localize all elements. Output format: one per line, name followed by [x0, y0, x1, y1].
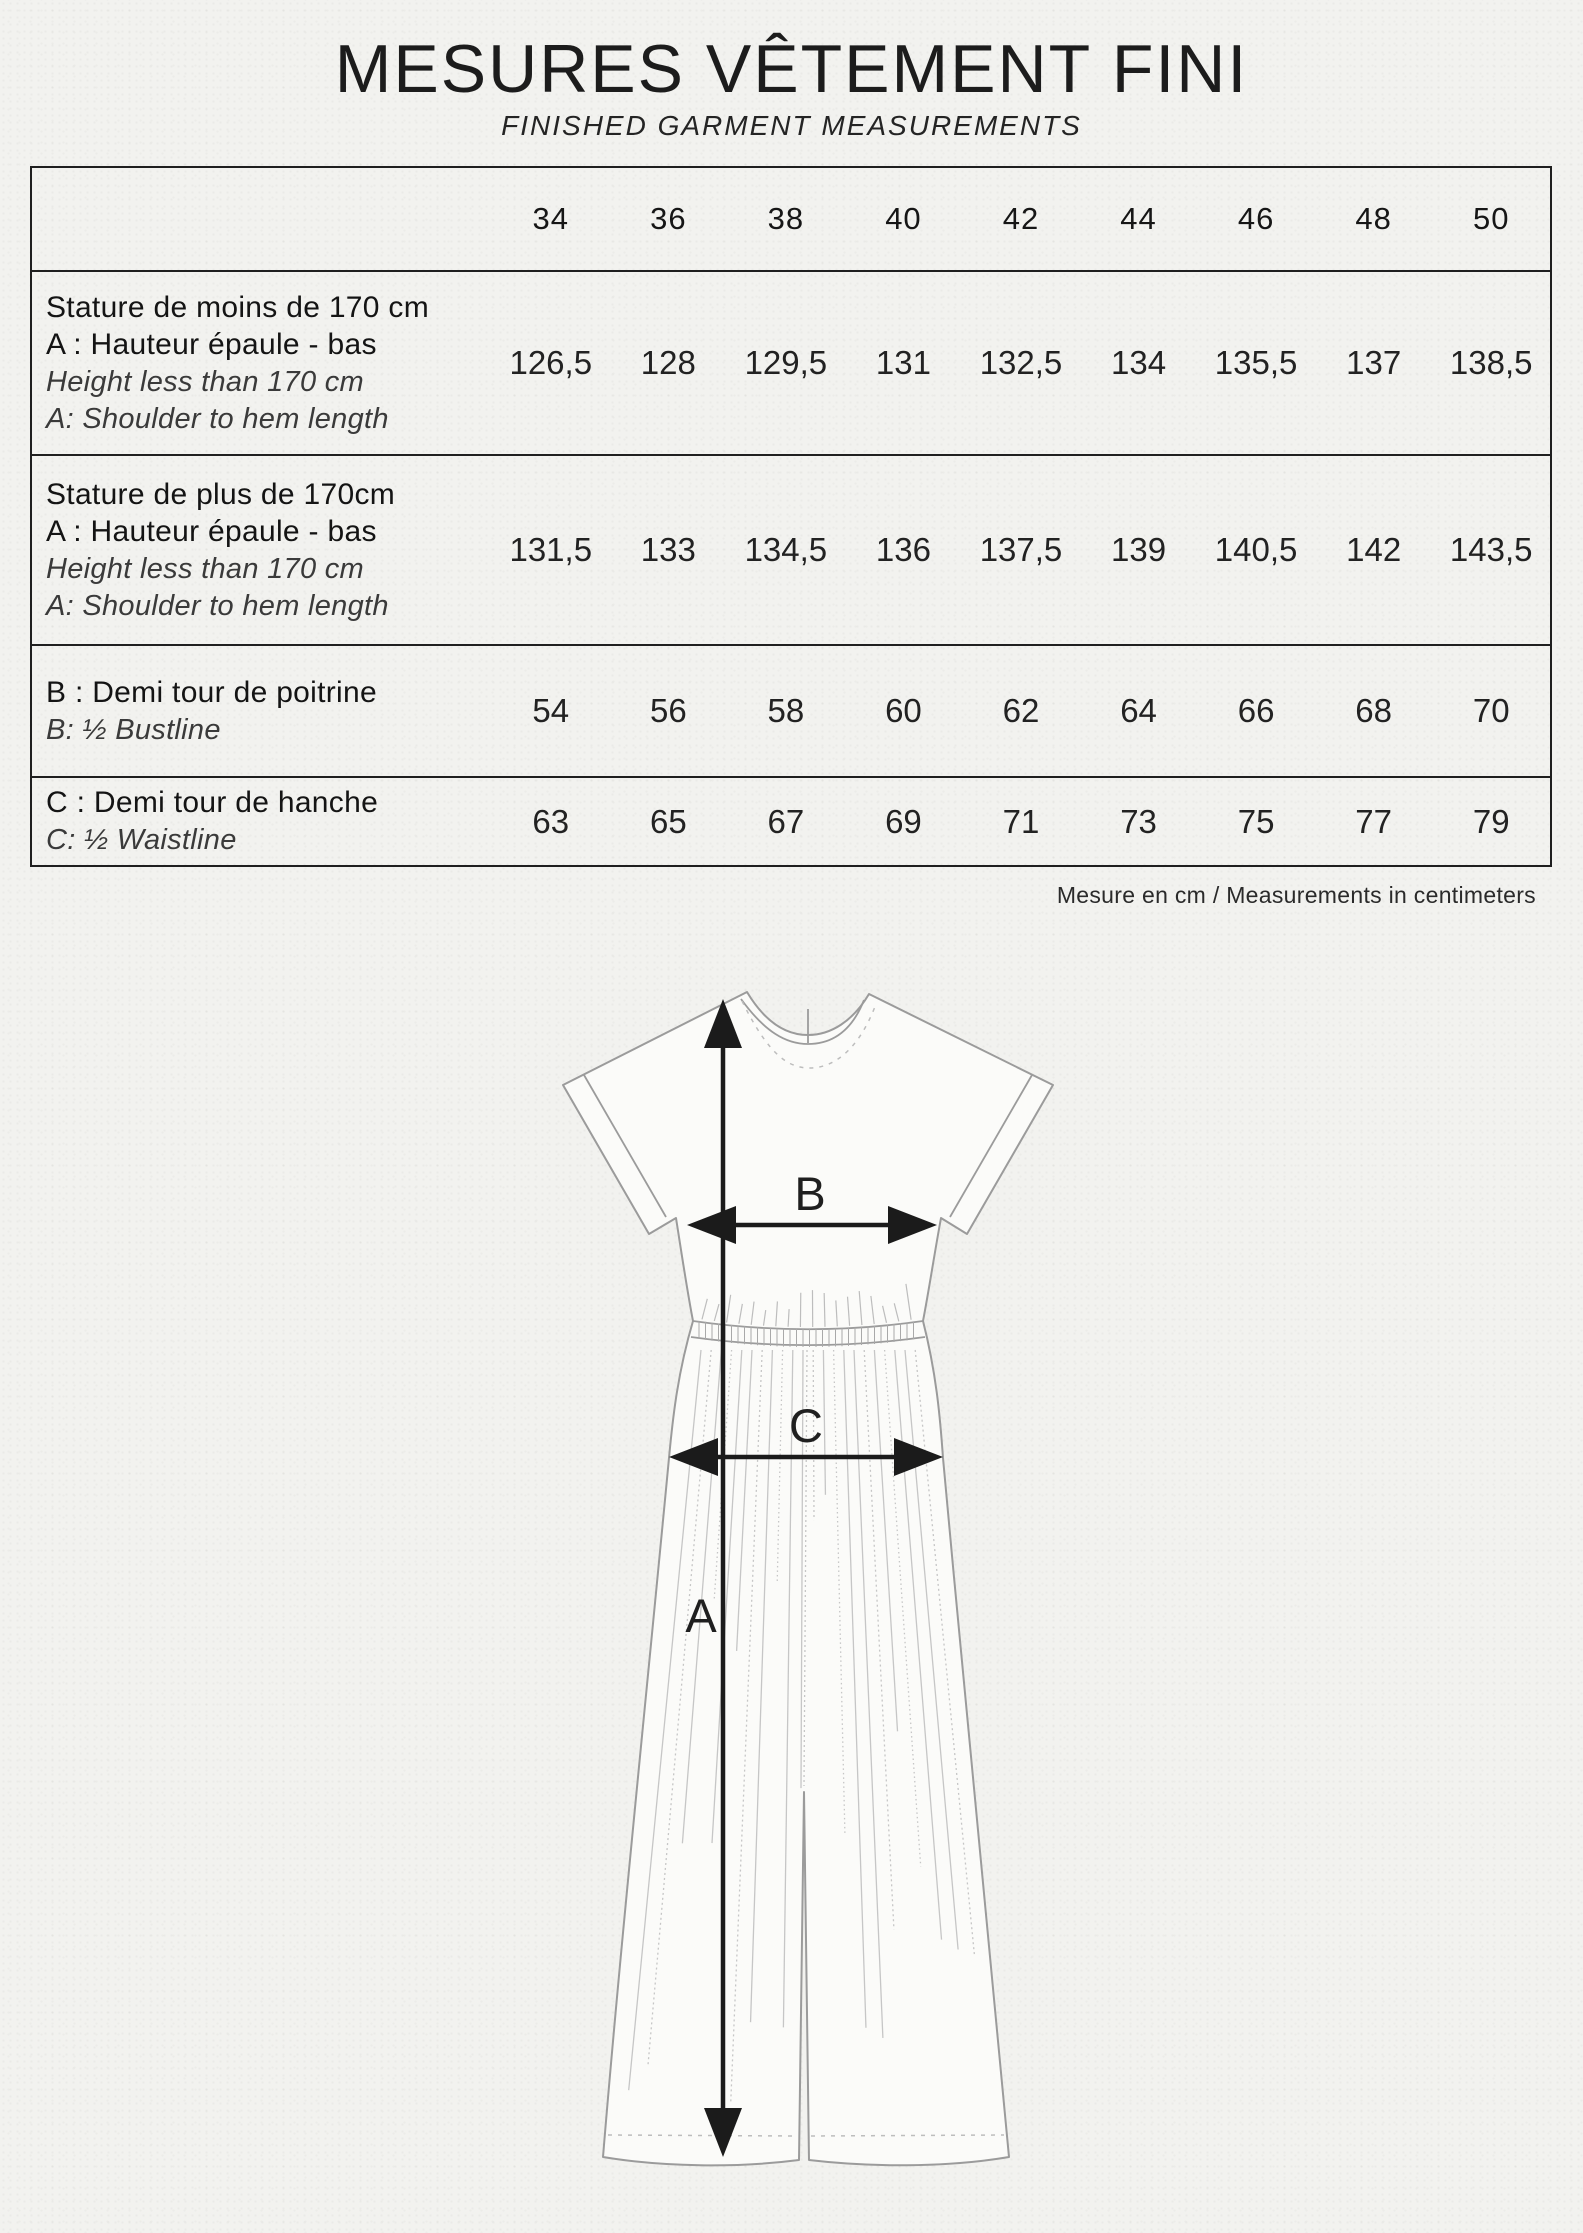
measurement-value-cell: 136 — [875, 531, 931, 568]
measurement-value-cell: 143,5 — [1449, 531, 1533, 568]
size-header-cell: 40 — [885, 201, 922, 236]
size-header-cell: 42 — [1002, 201, 1040, 236]
measurement-value-cell: 64 — [1120, 692, 1157, 729]
page-subtitle: FINISHED GARMENT MEASUREMENTS — [501, 110, 1082, 141]
measurement-value-cell: 137 — [1346, 344, 1402, 381]
measurement-value-cell: 132,5 — [979, 344, 1063, 381]
measurement-value-cell: 137,5 — [979, 531, 1063, 568]
measurement-value-cell: 138,5 — [1449, 344, 1533, 381]
page-title: MESURES VÊTEMENT FINI — [334, 31, 1249, 107]
measurement-value-cell: 69 — [885, 802, 922, 840]
row-label-fr: A : Hauteur épaule - bas — [46, 515, 377, 549]
measurement-value-cell: 65 — [649, 802, 687, 840]
measurement-value-cell: 71 — [1002, 802, 1040, 840]
size-header-cell: 48 — [1355, 201, 1392, 236]
measurement-value-cell: 142 — [1346, 531, 1402, 568]
size-header-cell: 46 — [1237, 201, 1275, 236]
table-corner-cell — [32, 168, 492, 270]
dim-c-label: C — [789, 1399, 823, 1452]
table-row — [32, 776, 1550, 865]
measurement-value-cell: 128 — [640, 344, 696, 381]
dim-a-label: A — [685, 1589, 717, 1642]
table-row — [32, 454, 1550, 644]
measurement-table — [30, 166, 1552, 867]
size-header-cell: 34 — [532, 201, 570, 236]
measurement-value-cell: 134 — [1111, 344, 1167, 381]
measurement-value-cell: 135,5 — [1214, 344, 1298, 381]
measurement-value-cell: 126,5 — [509, 344, 593, 381]
measurement-value-cell: 66 — [1237, 692, 1275, 729]
units-note: Mesure en cm / Measurements in centimeters — [1056, 882, 1536, 908]
measurement-value-cell: 131 — [875, 344, 931, 381]
row-label-en: B: ½ Bustline — [46, 713, 221, 746]
measurement-value-cell: 79 — [1472, 802, 1510, 840]
size-header-cell: 36 — [650, 201, 687, 236]
row-label-fr: Stature de plus de 170cm — [46, 477, 396, 511]
measurement-value-cell: 67 — [767, 802, 805, 840]
measurement-value-cell: 73 — [1120, 802, 1157, 840]
measurement-value-cell: 70 — [1472, 692, 1510, 729]
measurement-value-cell: 140,5 — [1214, 531, 1298, 568]
row-label-fr: A : Hauteur épaule - bas — [46, 328, 377, 362]
measurement-value-cell: 56 — [649, 692, 687, 729]
measurement-value-cell: 129,5 — [744, 344, 828, 381]
size-header-cell: 38 — [767, 201, 805, 236]
measurement-value-cell: 131,5 — [509, 531, 593, 568]
row-label-en: A: Shoulder to hem length — [46, 402, 389, 435]
row-label-cell — [32, 456, 492, 644]
row-label-fr: C : Demi tour de hanche — [46, 786, 379, 820]
table-row — [32, 644, 1550, 776]
measurement-value-cell: 134,5 — [744, 531, 828, 568]
measurement-value-cell: 77 — [1355, 802, 1393, 840]
size-header-cell: 50 — [1472, 201, 1510, 236]
row-label-en: A: Shoulder to hem length — [46, 589, 389, 622]
measurement-value-cell: 75 — [1237, 802, 1275, 840]
row-label-fr: B : Demi tour de poitrine — [46, 675, 377, 709]
row-label-cell — [32, 778, 492, 865]
measurement-value-cell: 62 — [1002, 692, 1040, 729]
measurement-value-cell: 139 — [1111, 531, 1167, 568]
measurement-value-cell: 58 — [767, 692, 805, 729]
table-row — [32, 270, 1550, 454]
row-label-cell — [32, 646, 492, 776]
measurement-value-cell: 133 — [640, 531, 696, 568]
measurement-value-cell: 63 — [532, 802, 570, 840]
size-header-cell: 44 — [1120, 201, 1157, 236]
measurement-value-cell: 60 — [885, 692, 922, 729]
row-label-fr: Stature de moins de 170 cm — [46, 290, 430, 324]
measurement-value-cell: 54 — [532, 692, 570, 729]
row-label-en: C: ½ Waistline — [46, 824, 237, 857]
table-header-row — [32, 168, 1550, 270]
row-label-cell — [32, 272, 492, 454]
row-label-en: Height less than 170 cm — [46, 553, 365, 586]
garment-technical-drawing — [540, 980, 1080, 2200]
measurement-value-cell: 68 — [1355, 692, 1393, 729]
row-label-en: Height less than 170 cm — [46, 366, 365, 399]
dim-b-label: B — [794, 1167, 826, 1220]
